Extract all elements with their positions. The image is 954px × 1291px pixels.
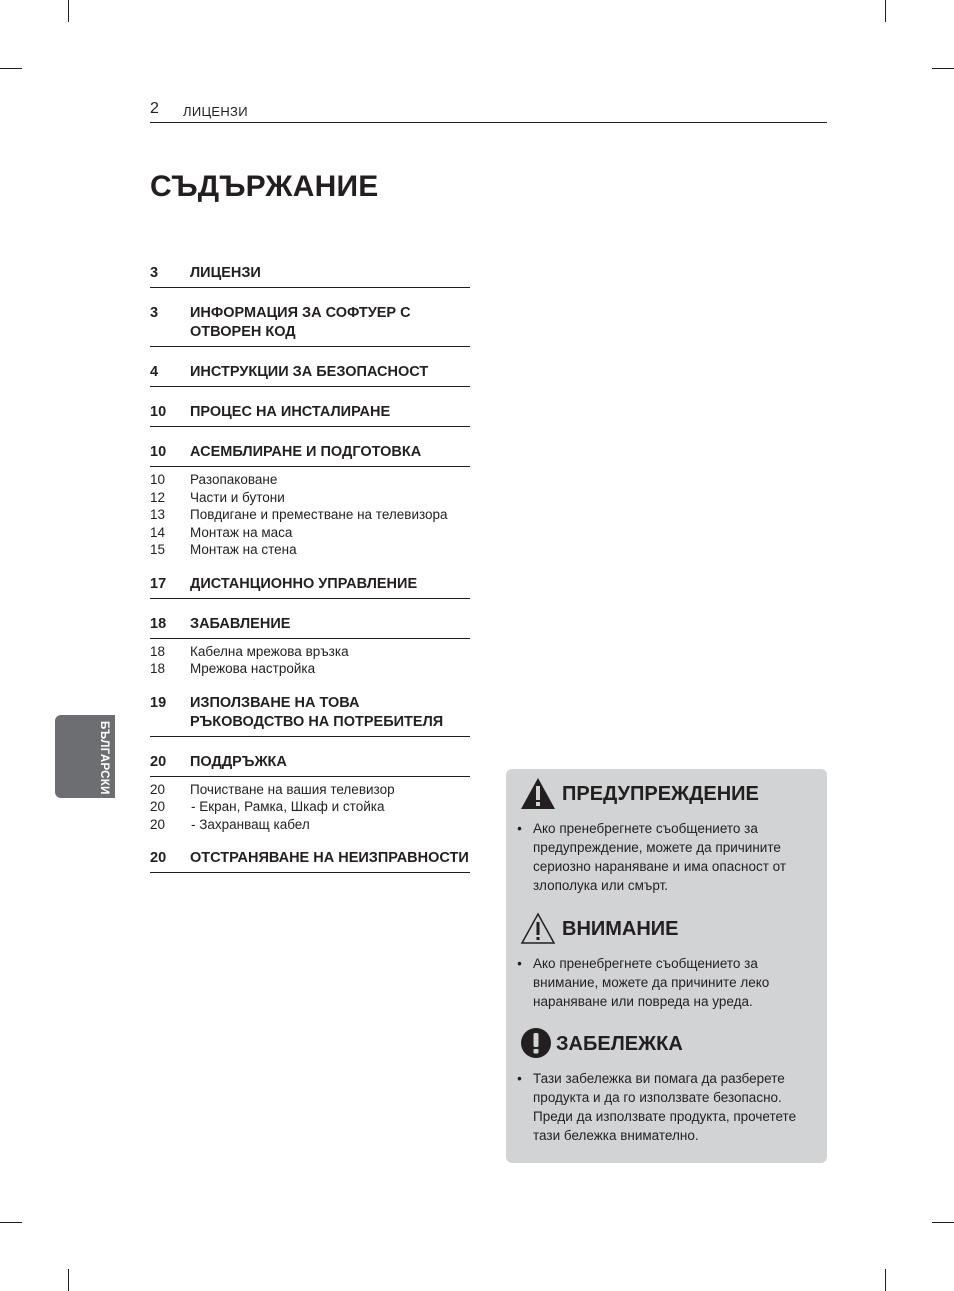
toc-section: [150, 575, 470, 599]
toc-entry-title: АСЕМБЛИРАНЕ И ПОДГОТОВКА: [190, 444, 422, 460]
exclamation-circle-icon: [520, 1027, 556, 1061]
toc-page-number: 17: [150, 575, 167, 592]
toc-subentry[interactable]: [150, 643, 470, 661]
toc-entry[interactable]: [150, 363, 470, 387]
toc-subentry[interactable]: [150, 781, 470, 799]
toc-subentry[interactable]: [150, 660, 470, 678]
toc-subentry-title: Почистване на вашия телевизор: [190, 781, 395, 797]
toc-subentry[interactable]: [150, 816, 470, 834]
toc-subentries: [150, 781, 470, 834]
toc-entry[interactable]: [150, 443, 470, 467]
toc-page-number: 18: [150, 615, 167, 632]
toc-page-number: 20: [150, 753, 167, 770]
toc-subentries: [150, 471, 470, 559]
warning-text: Ако пренебрегнете съобщението за предупреждение, можете да причините сериозно нараняване и има опасност от злополука или смърт.: [533, 821, 787, 893]
toc-page-number: 18: [150, 661, 166, 676]
toc-section: [150, 443, 470, 559]
toc-page-number: 10: [150, 404, 167, 420]
toc-page-number: 10: [150, 444, 167, 460]
toc-page-number: 20: [150, 816, 166, 832]
toc-entry[interactable]: [150, 694, 470, 737]
toc-entry-title: ЛИЦЕНЗИ: [190, 265, 261, 281]
toc-subentry[interactable]: [150, 506, 470, 524]
toc-subentry[interactable]: [150, 798, 470, 816]
toc-page-number: 14: [150, 524, 166, 540]
toc-subentries: [150, 643, 470, 678]
caution-heading: ВНИМАНИЕ: [562, 917, 679, 940]
toc-entry-title: ЗАБАВЛЕНИЕ: [190, 615, 291, 632]
notice-box: [506, 769, 827, 1163]
language-side-tab: [55, 715, 115, 798]
toc-subentry[interactable]: [150, 524, 470, 542]
toc-page-number: 10: [150, 472, 166, 487]
toc-page-number: 20: [150, 781, 166, 797]
caution-triangle-outline-icon: [520, 912, 556, 946]
crop-mark: [932, 68, 954, 69]
toc-entry-title: ДИСТАНЦИОННО УПРАВЛЕНИЕ: [190, 575, 418, 592]
toc-entry-title: ИЗПОЛЗВАНЕ НА ТОВА РЪКОВОДСТВО НА ПОТРЕБИТЕЛЯ: [190, 694, 444, 730]
crop-mark: [885, 0, 886, 22]
toc-page-number: 13: [150, 507, 166, 522]
toc-entry[interactable]: [150, 304, 470, 347]
toc-section: [150, 849, 470, 873]
crop-mark: [0, 68, 22, 69]
caution-text: Ако пренебрегнете съобщението за внимание, можете да причините леко нараняване или повреда на уреда.: [533, 956, 770, 1009]
toc-entry-title: ПРОЦЕС НА ИНСТАЛИРАНЕ: [190, 404, 391, 420]
warning-triangle-filled-icon: [520, 777, 556, 811]
toc-page-number: 3: [150, 265, 159, 281]
page-title: СЪДЪРЖАНИЕ: [150, 170, 379, 203]
crop-mark: [68, 0, 69, 22]
toc-entry-title: ИНФОРМАЦИЯ ЗА СОФТУЕР С ОТВОРЕН КОД: [190, 305, 411, 340]
toc-subentry[interactable]: [150, 489, 470, 507]
toc-subentry-title: Мрежова настройка: [190, 661, 316, 676]
note-text: Тази забележка ви помага да разберете продукта и да го използвате безопасно. Преди да използвате продукта, прочетете тази бележка внимателно.: [533, 1071, 797, 1143]
toc-subentry[interactable]: [150, 541, 470, 559]
toc-entry[interactable]: [150, 615, 470, 639]
warning-heading: ПРЕДУПРЕЖДЕНИЕ: [562, 782, 759, 805]
toc-entry[interactable]: [150, 403, 470, 427]
toc-subentry-title: - Екран, Рамка, Шкаф и стойка: [190, 798, 384, 816]
toc-entry[interactable]: [150, 849, 470, 873]
toc-section: [150, 694, 470, 737]
language-tab-label: БЪЛГАРСКИ: [98, 721, 110, 795]
toc-page-number: 20: [150, 799, 166, 814]
crop-mark: [0, 1222, 22, 1223]
toc-subentry-title: Разопаковане: [190, 472, 278, 487]
toc-section: [150, 615, 470, 678]
warning-notice: [506, 777, 827, 895]
bullet: •: [517, 956, 522, 971]
toc-page-number: 20: [150, 850, 167, 866]
header-section-title: ЛИЦЕНЗИ: [183, 104, 248, 119]
toc-entry[interactable]: [150, 753, 470, 777]
toc-page-number: 12: [150, 489, 166, 505]
crop-mark: [932, 1222, 954, 1223]
note-notice: [506, 1027, 827, 1145]
toc-entry[interactable]: [150, 575, 470, 599]
toc-subentry-title: Монтаж на маса: [190, 524, 293, 540]
toc-subentry-title: Повдигане и преместване на телевизора: [190, 507, 448, 522]
page-number: 2: [150, 100, 159, 117]
toc-section: [150, 403, 470, 427]
toc-subentry-title: - Захранващ кабел: [190, 816, 310, 834]
toc-subentry[interactable]: [150, 471, 470, 489]
toc-page-number: 4: [150, 364, 159, 380]
toc-section: [150, 264, 470, 288]
table-of-contents: [150, 264, 470, 889]
toc-section: [150, 304, 470, 347]
toc-section: [150, 753, 470, 834]
toc-subentry-title: Кабелна мрежова връзка: [190, 643, 349, 659]
note-heading: ЗАБЕЛЕЖКА: [556, 1032, 683, 1055]
toc-entry-title: ПОДДРЪЖКА: [190, 753, 287, 770]
toc-page-number: 15: [150, 542, 166, 557]
crop-mark: [68, 1269, 69, 1291]
bullet: •: [517, 1071, 522, 1086]
caution-notice: [506, 912, 827, 1011]
crop-mark: [885, 1269, 886, 1291]
toc-subentry-title: Части и бутони: [190, 489, 285, 505]
toc-entry-title: ИНСТРУКЦИИ ЗА БЕЗОПАСНОСТ: [190, 364, 429, 380]
toc-entry-title: ОТСТРАНЯВАНЕ НА НЕИЗПРАВНОСТИ: [190, 850, 469, 866]
toc-subentry-title: Монтаж на стена: [190, 542, 297, 557]
page-header: [150, 100, 827, 123]
toc-entry[interactable]: [150, 264, 470, 288]
toc-page-number: 19: [150, 694, 167, 711]
bullet: •: [517, 821, 522, 836]
toc-page-number: 3: [150, 305, 159, 321]
toc-section: [150, 363, 470, 387]
toc-page-number: 18: [150, 643, 166, 659]
